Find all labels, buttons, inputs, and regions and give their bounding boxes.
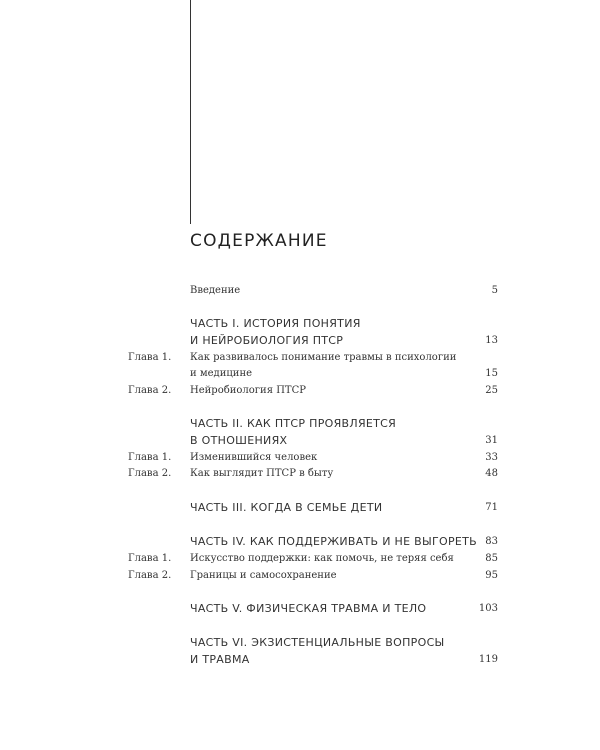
toc-chapter-4-2[interactable] [0,568,600,584]
toc-chapter-4-1[interactable] [0,551,600,567]
toc-part-title: ЧАСТЬ III. КОГДА В СЕМЬЕ ДЕТИ [190,501,383,514]
toc-part-title: ЧАСТЬ I. ИСТОРИЯ ПОНЯТИЯ [190,317,361,330]
toc-chapter-1-1-line-2[interactable] [0,366,600,382]
toc-chapter-page: 15 [485,368,498,379]
toc-chapter-label: Глава 2. [128,385,172,396]
toc-chapter-title: Границы и самосохранение [190,570,337,581]
toc-part-page: 83 [485,536,498,547]
toc-chapter-title: Изменившийся человек [190,452,318,463]
toc-part-title: ЧАСТЬ VI. ЭКЗИСТЕНЦИАЛЬНЫЕ ВОПРОСЫ [190,636,445,649]
toc-part-6-line-2[interactable] [0,652,600,668]
decorative-vertical-line [190,0,191,224]
toc-part-title: И ТРАВМА [190,653,250,666]
toc-chapter-page: 95 [485,570,498,581]
toc-chapter-page: 48 [485,468,498,479]
toc-part-title: ЧАСТЬ IV. КАК ПОДДЕРЖИВАТЬ И НЕ ВЫГОРЕТЬ [190,535,478,548]
toc-part-title: И НЕЙРОБИОЛОГИЯ ПТСР [190,334,344,347]
toc-part-page: 31 [485,435,498,446]
toc-part-page: 71 [485,502,498,513]
toc-part-6[interactable] [0,635,600,651]
toc-part-4[interactable] [0,534,600,550]
toc-part-5[interactable] [0,601,600,617]
page-title: СОДЕРЖАНИЕ [190,231,328,251]
toc-part-title: В ОТНОШЕНИЯХ [190,434,288,447]
toc-chapter-title: и медицине [190,368,253,379]
toc-chapter-2-2[interactable] [0,466,600,482]
toc-entry-title: Введение [190,285,241,296]
toc-part-3[interactable] [0,500,600,516]
toc-part-page: 103 [478,603,498,614]
toc-chapter-title: Искусство поддержки: как помочь, не теряя себя [190,553,454,564]
toc-chapter-page: 85 [485,553,498,564]
toc-chapter-label: Глава 1. [128,553,172,564]
toc-chapter-page: 25 [485,385,498,396]
toc-chapter-page: 33 [485,452,498,463]
toc-part-1[interactable] [0,316,600,332]
toc-part-1-line-2[interactable] [0,333,600,349]
toc-part-2[interactable] [0,416,600,432]
toc-chapter-1-2[interactable] [0,383,600,399]
toc-part-page: 119 [478,654,498,665]
toc-chapter-title: Нейробиология ПТСР [190,385,306,396]
toc-entry-page: 5 [491,285,498,296]
toc-chapter-title: Как выглядит ПТСР в быту [190,468,334,479]
toc-part-title: ЧАСТЬ V. ФИЗИЧЕСКАЯ ТРАВМА И ТЕЛО [190,602,427,615]
toc-part-page: 13 [485,335,498,346]
toc-chapter-label: Глава 2. [128,468,172,479]
toc-chapter-label: Глава 1. [128,352,172,363]
toc-chapter-2-1[interactable] [0,450,600,466]
toc-part-2-line-2[interactable] [0,433,600,449]
toc-chapter-label: Глава 2. [128,570,172,581]
toc-chapter-title: Как развивалось понимание травмы в психологии [190,352,457,363]
toc-chapter-1-1[interactable] [0,350,600,366]
toc-chapter-label: Глава 1. [128,452,172,463]
toc-entry-intro[interactable] [0,283,600,299]
toc-part-title: ЧАСТЬ II. КАК ПТСР ПРОЯВЛЯЕТСЯ [190,417,397,430]
